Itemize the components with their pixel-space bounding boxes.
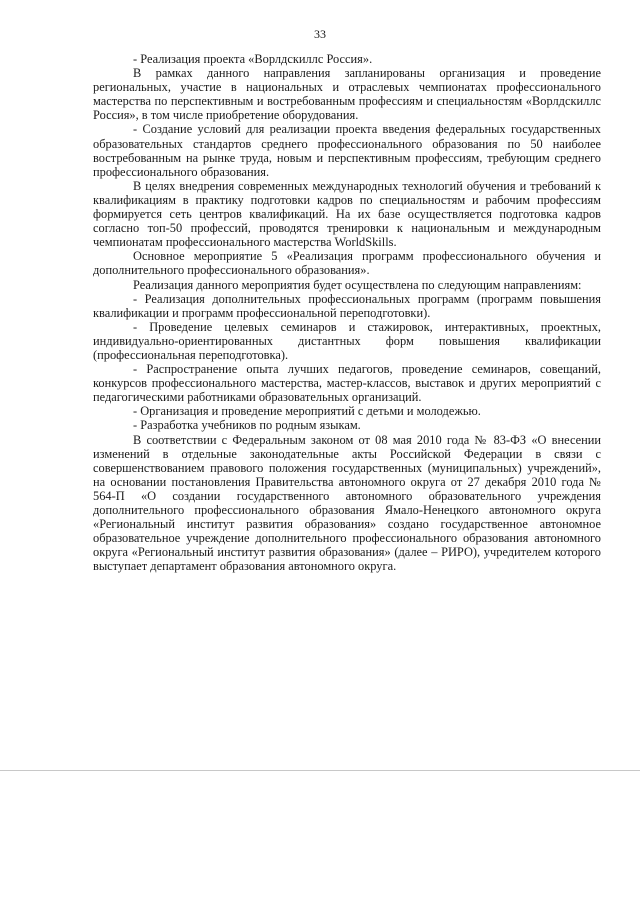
paragraph-additional-programs: - Реализация дополнительных профессиональных программ (программ повышения квалификации и программ профессиональной переподготовки).	[93, 291, 601, 320]
paragraph-best-practices: - Распространение опыта лучших педагогов, проведение семинаров, совещаний, конкурсов профессионального мастерства, мастер-классов, выставок и других мероприятий с педагогическими работниками образовательных организаций.	[93, 362, 601, 405]
paragraph-youth-events: - Организация и проведение мероприятий с детьми и молодежью.	[133, 404, 481, 419]
paragraph-championships: В рамках данного направления запланированы организация и проведение региональных, участие в национальных и отраслевых чемпионатах профессионального мастерства по перспективным и востребованным профессиям и специальностям «Ворлдскиллс Россия», в том числе приобретение оборудования.	[93, 66, 601, 123]
paragraph-main-activity-5: Основное мероприятие 5 «Реализация программ профессионального обучения и дополнительного профессионального образования».	[93, 249, 601, 278]
paragraph-qualification-centers: В целях внедрения современных международных технологий обучения и требований к квалификациям в практику подготовки кадров по специальностям и рабочим профессиям формируется сеть центров квалификаций. На их базе осуществляется подготовка кадров согласно топ-50 профессий, проводятся тренировки к национальным и международным чемпионатам профессионального мастерства WorldSkills.	[93, 178, 601, 250]
paragraph-seminars-internships: - Проведение целевых семинаров и стажировок, интерактивных, проектных, индивидуально-ориентированных дистантных форм повышения квалификации (профессиональная переподготовка).	[93, 319, 601, 362]
paragraph-worldskills-project: - Реализация проекта «Ворлдскиллс Россия».	[133, 52, 373, 66]
paragraph-riro-establishment: В соответствии с Федеральным законом от 08 мая 2010 года № 83-ФЗ «О внесении изменений в отдельные законодательные акты Российской Федерации в связи с совершенствованием правового положения государственных (муниципальных) учреждений», на основании постановления Правительства автономного округа от 27 декабря 2010 года № 564-П «О создании государственного автономного образовательного учреждения дополнительного профессионального образования Ямало-Ненецкого автономного округа «Региональный институт развития образования» создано государственное автономное образовательное учреждение дополнительного профессионального образования автономного округа «Региональный институт развития образования» (далее – РИРО), учредителем которого выступает департамент образования автономного округа.	[93, 432, 601, 574]
page-number: 33	[314, 27, 326, 41]
document-body	[93, 52, 601, 573]
paragraph-native-language-textbooks: - Разработка учебников по родным языкам.	[133, 418, 361, 433]
paragraph-fgos-conditions: - Создание условий для реализации проекта введения федеральных государственных образовательных стандартов среднего профессионального образования по 50 наиболее востребованным на рынке труда, новым и перспективным профессиям, требующим среднего профессионального образования.	[93, 122, 601, 179]
paragraph-directions-intro: Реализация данного мероприятия будет осуществлена по следующим направлениям:	[133, 277, 582, 292]
